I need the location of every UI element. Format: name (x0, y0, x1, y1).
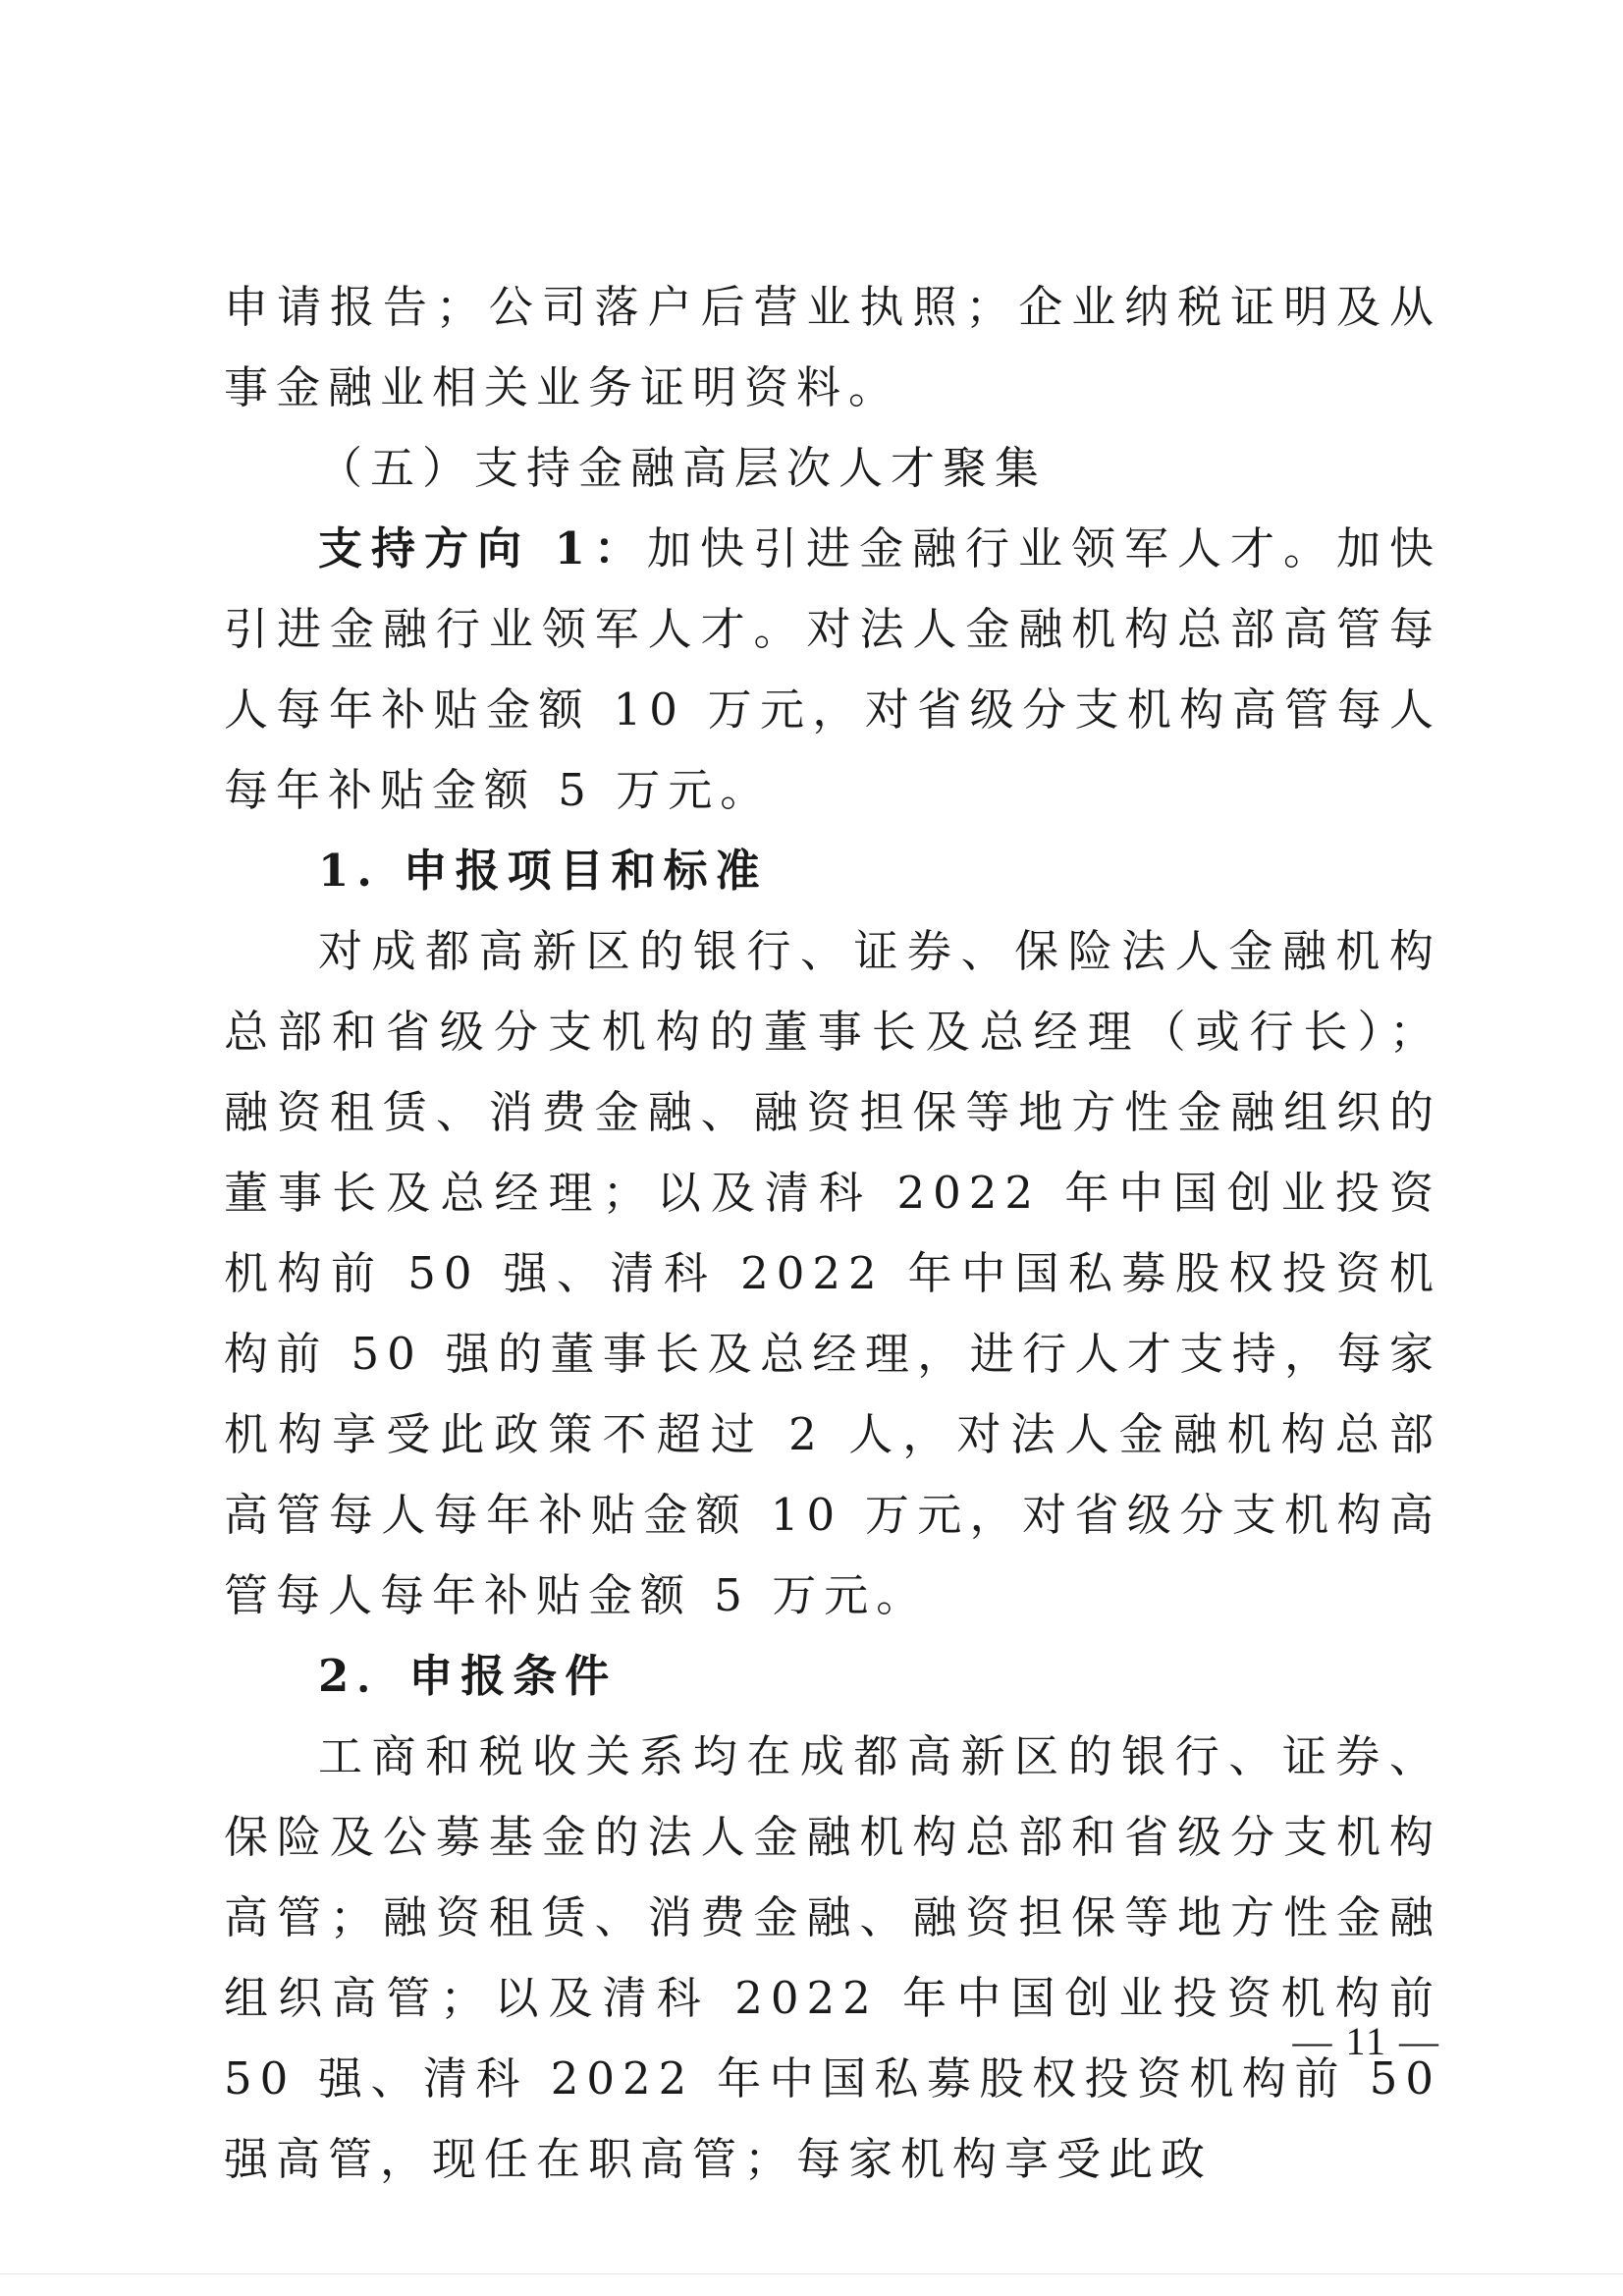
page-number: — 11 — (1292, 2019, 1440, 2063)
section-heading: （五）支持金融高层次人才聚集 (318, 442, 1048, 494)
document-body (224, 267, 1441, 2200)
paragraph-continued: 申请报告；公司落户后营业执照；企业纳税证明及从事金融业相关业务证明资料。 (224, 281, 1441, 413)
paragraph-standards: 对成都高新区的银行、证券、保险法人金融机构总部和省级分支机构的董事长及总经理（或行长）；融资租赁、消费金融、融资担保等地方性金融组织的董事长及总经理；以及清科 2022 年中国创业投资机构前 50 强、清科 2022 年中国私募股权投资机构前 50 强的董事长及总经理，进行人才支持，每家机构享受此政策不超过 2 人，对法人金融机构总部高管每人每年补贴金额 10 万元，对省级分支机构高管每人每年补贴金额 5 万元。 (224, 925, 1441, 1621)
subheading-conditions: 2．申报条件 (318, 1650, 618, 1702)
subheading-standards: 1. 申报项目和标准 (318, 845, 768, 897)
direction-text: 加快引进金融行业领军人才。加快引进金融行业领军人才。对法人金融机构总部高管每人每年补贴金额 10 万元，对省级分支机构高管每人每年补贴金额 5 万元。 (224, 522, 1441, 816)
direction-label: 支持方向 1： (318, 522, 647, 574)
paragraph-direction (224, 509, 1441, 831)
paragraph-conditions: 工商和税收关系均在成都高新区的银行、证券、保险及公募基金的法人金融机构总部和省级分支机构高管；融资租赁、消费金融、融资担保等地方性金融组织高管；以及清科 2022 年中国创业投资机构前 50 强、清科 2022 年中国私募股权投资机构前 50 强高管，现任在职高管；每家机构享受此政 (224, 1730, 1441, 2185)
page-divider (0, 2273, 1623, 2274)
